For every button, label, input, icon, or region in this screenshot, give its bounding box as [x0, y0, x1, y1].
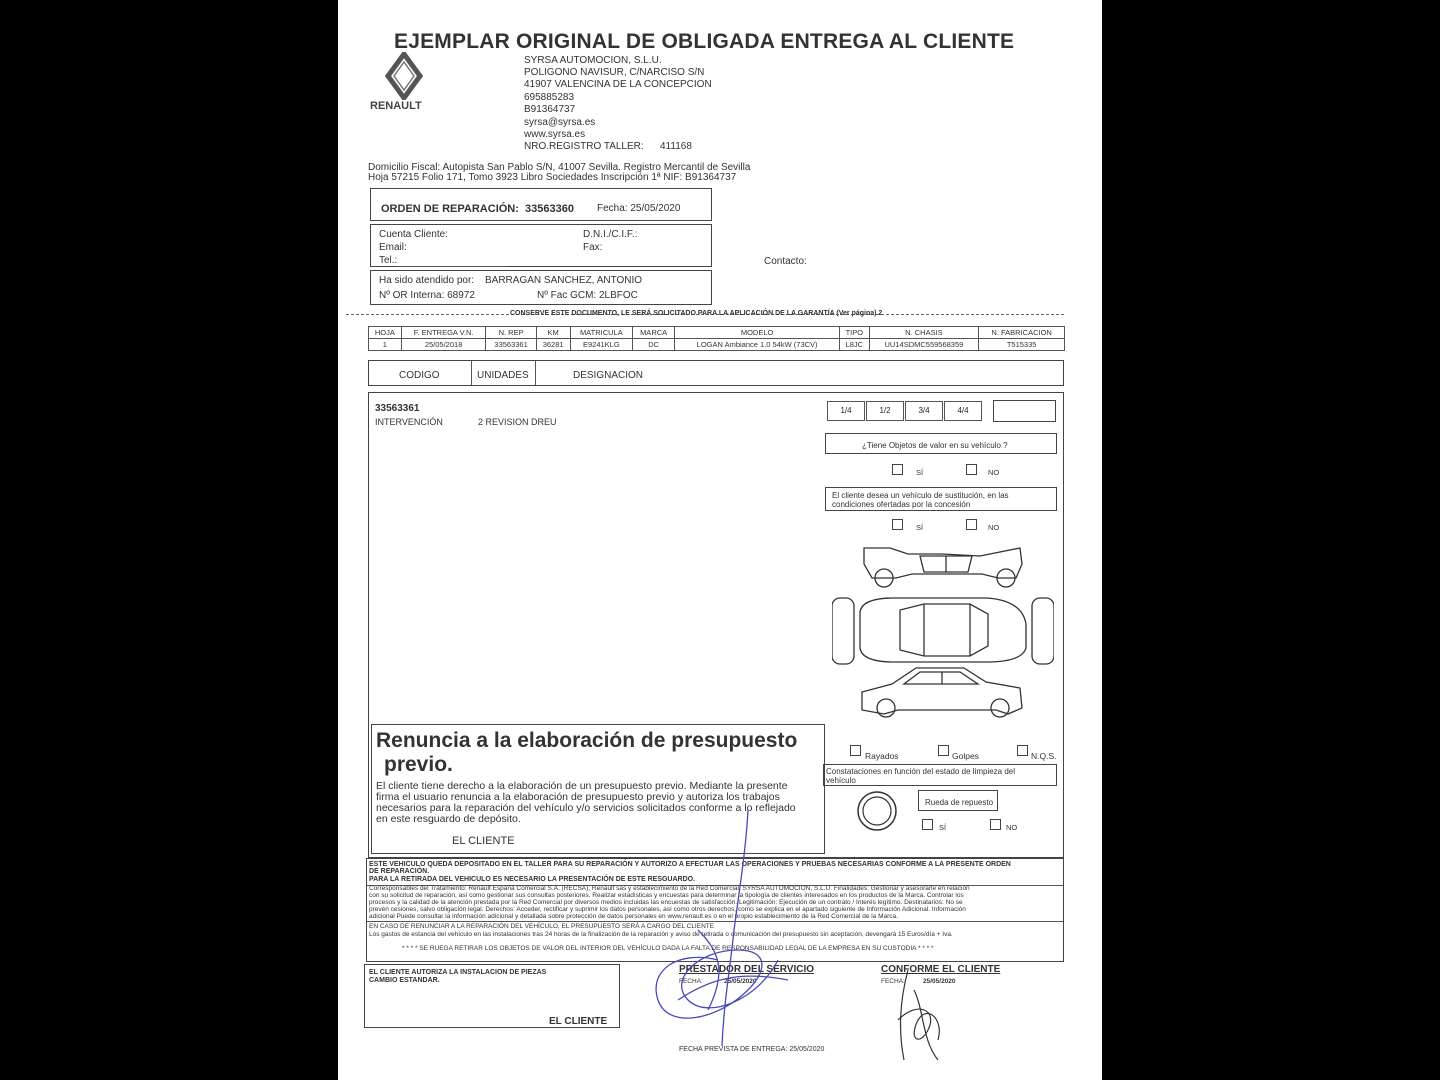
car-side-top-icon — [864, 548, 1022, 587]
valuables-si-checkbox[interactable] — [892, 464, 903, 475]
privacy-line: prevén cesiones, salvo obligación legal. Derechos: Acceder, rectificar y suprimir los datos personales, así como otros derechos, como se explica en el apartado siguiente de Información Adicional. Información — [369, 906, 966, 913]
fecha-prevista: FECHA PREVISTA DE ENTREGA: 25/05/2020 — [679, 1046, 825, 1053]
spare-wheel-icon — [856, 790, 898, 837]
repuesto-si-checkbox[interactable] — [922, 819, 933, 830]
renuncia-body: El cliente tiene derecho a la elaboración de un presupuesto previo. Mediante la presente — [376, 780, 788, 792]
company-line: www.syrsa.es — [524, 129, 586, 140]
vehicle-header: N. FABRICACION — [979, 327, 1065, 339]
car-side-bottom-icon — [862, 668, 1022, 717]
renuncia-signer: EL CLIENTE — [452, 835, 515, 847]
work-description: 2 REVISION DREU — [478, 417, 557, 427]
vehicle-header: F. ENTREGA V.N. — [401, 327, 486, 339]
vehicle-header: N. CHASIS — [869, 327, 979, 339]
valuables-no-checkbox[interactable] — [966, 464, 977, 475]
valuables-box — [825, 433, 1057, 454]
substitution-si-label: SÍ — [916, 523, 924, 532]
vehicle-value: DC — [633, 339, 675, 351]
fuel-level-3-4[interactable]: 3/4 — [905, 401, 943, 421]
privacy-line: con su solicitud de reparación, así como gestionar sus consultas posteriores. Realizar estadísticas y encuestas para determinar la tipología de clientes interesados en los productos de la Marca. Controlar los — [369, 892, 964, 899]
autoriza-line: CAMBIO ESTANDAR. — [369, 977, 440, 984]
valuables-question: ¿Tiene Objetos de valor en su vehículo ? — [862, 441, 1008, 450]
nqs-checkbox[interactable] — [1017, 745, 1028, 756]
vehicle-value: 25/05/2018 — [401, 339, 486, 351]
prestador-fecha-value: 25/05/2020 — [724, 978, 757, 985]
contacto-label: Contacto: — [764, 256, 807, 267]
golpes-label: Golpes — [952, 751, 979, 761]
vehicle-header: HOJA — [369, 327, 402, 339]
prestador-label: PRESTADOR DEL SERVICIO — [679, 964, 815, 975]
rayados-label: Rayados — [865, 751, 899, 761]
column-unidades: UNIDADES — [477, 370, 529, 381]
vehicle-table — [368, 326, 1065, 351]
constataciones-line: vehículo — [826, 776, 856, 785]
columns-header — [368, 360, 1064, 386]
vehicle-value: T515335 — [979, 339, 1065, 351]
column-designacion: DESIGNACION — [573, 370, 644, 381]
repuesto-no-checkbox[interactable] — [990, 819, 1001, 830]
company-line: syrsa@syrsa.es — [524, 117, 596, 128]
budget-notice: Los gastos de estancia del vehículo en las instalaciones tras 24 horas de la finalización de la reparación y aviso de retirada o comunicación del presupuesto sin aceptación, devengará 15 Euros/día + Iva. — [369, 931, 953, 938]
company-line: POLIGONO NAVISUR, C/NARCISO S/N — [524, 67, 705, 78]
order-label: ORDEN DE REPARACIÓN: — [381, 203, 519, 215]
cuenta-cliente-label: Cuenta Cliente: — [379, 229, 448, 240]
repuesto-no-label: NO — [1006, 823, 1018, 832]
fac-gcm: Nº Fac GCM: 2LBFOC — [537, 290, 638, 301]
autoriza-line: EL CLIENTE AUTORIZA LA INSTALACION DE PIEZAS — [369, 969, 547, 976]
vehicle-value: E9241KLG — [570, 339, 633, 351]
client-box — [370, 224, 712, 267]
company-line: SYRSA AUTOMOCION, S.L.U. — [524, 55, 662, 66]
privacy-line: adicional Puede consultar la información adicional y detallada sobre protección de datos personales en www.renault.es o en el propio establecimiento de la Red Comercial de la Marca. — [369, 913, 898, 920]
repuesto-si-label: SÍ — [939, 823, 947, 832]
substitution-box — [825, 487, 1057, 511]
email-label: Email: — [379, 242, 407, 253]
privacy-line: Corresponsables del Tratamiento: Renault España Comercial S.A. (RECSA), Renault sas y establecimiento de la Red Comercial: SYRSA AUTOMOCION, S.L.U. Finalidades: Gestionar y asesorarle en relación — [369, 885, 970, 892]
privacy-line: procesos y la calidad de la atención prestada por la Red Comercial por diversos medios incluidas las encuestas de satisfacción. Legitimación: Ejecución de un contrato / Interés legítimo. Destinatarios: No se — [369, 899, 963, 906]
fax-label: Fax: — [583, 242, 603, 253]
repuesto-box — [918, 790, 998, 811]
vehicle-header: MODELO — [675, 327, 840, 339]
renuncia-body: necesarios para la reparación del vehículo y/o servicios solicitados conforme a lo reflejado — [376, 802, 796, 814]
substitution-no-checkbox[interactable] — [966, 519, 977, 530]
registro-label: NRO.REGISTRO TALLER: — [524, 141, 644, 152]
domicilio-line: Hoja 57215 Folio 171, Tomo 3923 Libro Sociedades Inscripción 1ª NIF: B91364737 — [368, 172, 737, 183]
registro-value: 411168 — [660, 141, 692, 152]
conforme-label: CONFORME EL CLIENTE — [881, 964, 1001, 975]
valuables-no-label: NO — [988, 468, 1000, 477]
vehicle-header: MARCA — [633, 327, 675, 339]
company-line: B91364737 — [524, 104, 576, 115]
deposit-notice: ESTE VEHICULO QUEDA DEPOSITADO EN EL TALLER PARA SU REPARACIÓN Y AUTORIZO A EFECTUAR LAS OPERACIONES Y PRUEBAS NECESARIAS CONFORME A LA PRESENTE ORDEN — [369, 861, 1011, 868]
vehicle-header: KM — [536, 327, 570, 339]
deposit-notice: DE REPARACIÓN. — [369, 868, 430, 875]
conforme-fecha-value: 25/05/2020 — [923, 978, 956, 985]
signature-client-icon — [878, 960, 958, 1070]
dni-label: D.N.I./C.I.F.: — [583, 229, 638, 240]
order-number: 33563360 — [525, 203, 574, 215]
brand-name: RENAULT — [370, 100, 422, 112]
column-codigo: CODIGO — [399, 370, 440, 381]
car-damage-diagram[interactable] — [832, 542, 1054, 720]
renault-logo — [368, 52, 440, 116]
order-date: Fecha: 25/05/2020 — [597, 203, 681, 214]
domicilio-line: Domicilio Fiscal: Autopista San Pablo S/N, 41007 Sevilla. Registro Mercantil de Sevilla — [368, 162, 751, 173]
substitution-line: condiciones ofertadas por la concesión — [832, 500, 971, 509]
order-box — [370, 188, 712, 221]
repair-order-document — [338, 0, 1102, 1080]
vehicle-header: N. REP — [486, 327, 536, 339]
nqs-label: N.Q.S. — [1031, 751, 1057, 761]
attended-name: BARRAGAN SANCHEZ, ANTONIO — [485, 275, 643, 286]
autoriza-box — [364, 964, 620, 1028]
repuesto-label: Rueda de repuesto — [925, 798, 994, 807]
vehicle-value: L8JC — [840, 339, 869, 351]
autoriza-signer: EL CLIENTE — [549, 1016, 608, 1027]
tel-label: Tel.: — [379, 255, 398, 266]
fuel-level-1-2[interactable]: 1/2 — [866, 401, 904, 421]
renuncia-body: en este resguardo de depósito. — [376, 813, 521, 825]
renuncia-title: previo. — [384, 753, 453, 776]
vehicle-value: 36281 — [536, 339, 570, 351]
prestador-fecha-label: FECHA: — [679, 978, 703, 985]
renuncia-title: Renuncia a la elaboración de presupuesto — [376, 729, 798, 752]
column-divider — [535, 361, 536, 385]
vehicle-header: MATRICULA — [570, 327, 633, 339]
vehicle-header-row — [369, 327, 1065, 339]
column-divider — [471, 361, 472, 385]
substitution-line: El cliente desea un vehículo de sustitución, en las — [832, 491, 1009, 500]
car-top-view-icon — [832, 598, 1054, 664]
golpes-checkbox[interactable] — [938, 745, 949, 756]
company-line: 695885283 — [524, 92, 575, 103]
rayados-checkbox[interactable] — [850, 745, 861, 756]
document-title: EJEMPLAR ORIGINAL DE OBLIGADA ENTREGA AL CLIENTE — [394, 30, 1015, 53]
budget-notice: EN CASO DE RENUNCIAR A LA REPARACIÓN DEL VEHÍCULO, EL PRESUPUESTO SERÁ A CARGO DEL CLIENTE — [369, 923, 715, 930]
vehicle-header: TIPO — [840, 327, 869, 339]
vehicle-value: 1 — [369, 339, 402, 351]
attended-label: Ha sido atendido por: — [379, 275, 475, 286]
fuel-blank-box — [993, 400, 1056, 422]
attended-box — [370, 270, 712, 305]
valuables-si-label: SÍ — [916, 468, 924, 477]
signature-provider-icon — [638, 810, 808, 1050]
conforme-fecha-label: FECHA: — [881, 978, 905, 985]
deposit-notice: PARA LA RETIRADA DEL VEHICULO ES NECESARIO LA PRESENTACIÓN DE ESTE RESGUARDO. — [369, 876, 696, 883]
vehicle-value: LOGAN Ambiance 1.0 54kW (73CV) — [675, 339, 840, 351]
substitution-si-checkbox[interactable] — [892, 519, 903, 530]
tel-underline — [397, 266, 507, 267]
constataciones-box[interactable] — [823, 764, 1057, 786]
constataciones-line: Constataciones en función del estado de limpieza del — [826, 767, 1016, 776]
vehicle-value: 33563361 — [486, 339, 536, 351]
substitution-no-label: NO — [988, 523, 1000, 532]
renuncia-body: firma el usuario renuncia a la elaboración de presupuesto previo y autoriza los trabajos — [376, 791, 780, 803]
valuables-warning: * * * * SE RUEGA RETIRAR LOS OBJETOS DE VALOR DEL INTERIOR DEL VEHÍCULO DADA LA FALTA DE RESPONSABILIDAD LEGAL DE LA EMPRESA EN SU CUSTODIA * * * * — [402, 945, 934, 952]
fuel-level-4-4[interactable]: 4/4 — [944, 401, 982, 421]
fuel-level-1-4[interactable]: 1/4 — [827, 401, 865, 421]
work-intervencion: INTERVENCIÓN — [375, 417, 443, 427]
or-interna: Nº OR Interna: 68972 — [379, 290, 475, 301]
company-line: 41907 VALENCINA DE LA CONCEPCION — [524, 79, 712, 90]
work-code: 33563361 — [375, 403, 420, 414]
conserve-notice: CONSERVE ESTE DOCUMENTO, LE SERÁ SOLICITADO PARA LA APLICACIÓN DE LA GARANTÍA (Ver página) 2 — [510, 310, 883, 317]
vehicle-value-row — [369, 339, 1065, 351]
vehicle-value: UU14SDMC559568359 — [869, 339, 979, 351]
